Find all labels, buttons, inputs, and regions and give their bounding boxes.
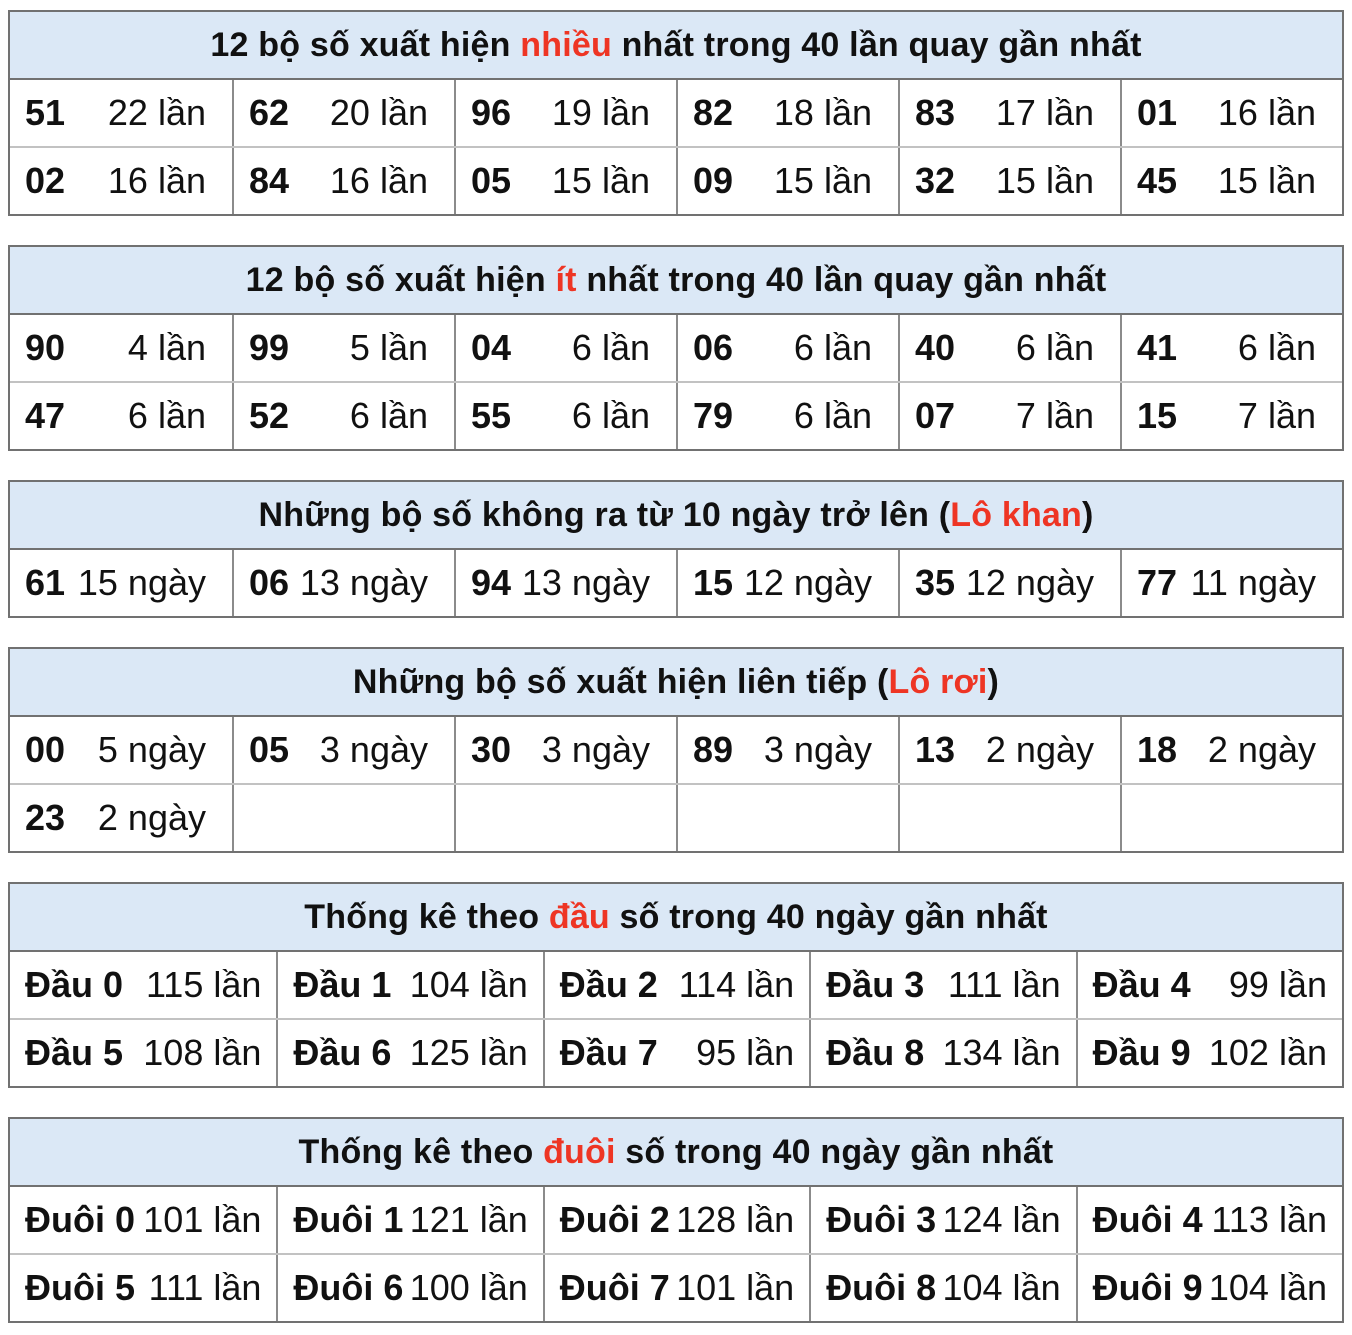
duoi-stats-title	[10, 1119, 1342, 1187]
stat-cell	[10, 383, 232, 449]
title-text: 12 bộ số xuất hiện	[245, 260, 556, 299]
pair-number: 15	[693, 562, 734, 603]
occurrence-count: 101 lần	[143, 1199, 262, 1240]
pair-number: Đầu 6	[293, 1032, 392, 1073]
occurrence-count: 6 lần	[793, 395, 872, 436]
lo-roi-table	[8, 647, 1344, 853]
stat-cell	[1120, 80, 1342, 146]
pair-number: 18	[1137, 729, 1178, 770]
table-row	[10, 80, 1342, 146]
stat-cell	[1120, 785, 1342, 851]
pair-number: Đuôi 6	[293, 1267, 404, 1308]
duoi-stats-table	[8, 1117, 1344, 1323]
title-text: số trong 40 ngày gần nhất	[609, 897, 1048, 936]
pair-number: Đầu 3	[826, 964, 925, 1005]
occurrence-count: 15 lần	[551, 160, 650, 201]
stat-cell	[543, 952, 809, 1018]
least-frequent-title	[10, 247, 1342, 315]
occurrence-count: 6 lần	[1015, 327, 1094, 368]
occurrence-count: 15 lần	[1217, 160, 1316, 201]
occurrence-count: 15 lần	[773, 160, 872, 201]
stat-cell	[454, 785, 676, 851]
stat-cell	[676, 383, 898, 449]
occurrence-count: 15 ngày	[77, 562, 206, 603]
occurrence-count: 6 lần	[571, 327, 650, 368]
pair-number: Đuôi 1	[293, 1199, 404, 1240]
most-frequent-table	[8, 10, 1344, 216]
pair-number: 06	[249, 562, 290, 603]
pair-number: 02	[25, 160, 66, 201]
lottery-statistics-page	[8, 10, 1344, 1323]
occurrence-count: 13 ngày	[521, 562, 650, 603]
pair-number: 40	[915, 327, 956, 368]
occurrence-count: 18 lần	[773, 92, 872, 133]
stat-cell	[10, 550, 232, 616]
table-row	[10, 550, 1342, 616]
stat-cell	[1120, 383, 1342, 449]
stat-cell	[898, 148, 1120, 214]
stat-cell	[676, 717, 898, 783]
dau-stats-table	[8, 882, 1344, 1088]
stat-cell	[10, 717, 232, 783]
pair-number: Đầu 7	[559, 1032, 658, 1073]
stat-cell	[454, 80, 676, 146]
pair-number: Đuôi 9	[1092, 1267, 1203, 1308]
pair-number: Đầu 2	[559, 964, 658, 1005]
stat-cell	[10, 952, 276, 1018]
occurrence-count: 104 lần	[409, 964, 528, 1005]
stat-cell	[232, 717, 454, 783]
occurrence-count: 5 lần	[349, 327, 428, 368]
table-row	[10, 952, 1342, 1018]
stat-cell	[898, 785, 1120, 851]
occurrence-count: 22 lần	[107, 92, 206, 133]
dau-stats-title	[10, 884, 1342, 952]
pair-number: 06	[693, 327, 734, 368]
occurrence-count: 3 ngày	[541, 729, 650, 770]
occurrence-count: 6 lần	[793, 327, 872, 368]
table-row	[10, 315, 1342, 381]
stat-cell	[276, 1255, 542, 1321]
pair-number: 30	[471, 729, 512, 770]
pair-number: 05	[471, 160, 512, 201]
title-text: Những bộ số không ra từ 10 ngày trở lên (	[258, 495, 951, 534]
stat-cell	[276, 1020, 542, 1086]
lo-khan-table	[8, 480, 1344, 618]
occurrence-count: 16 lần	[1217, 92, 1316, 133]
title-highlight-text: đuôi	[543, 1132, 616, 1171]
occurrence-count: 2 ngày	[97, 797, 206, 838]
stat-cell	[454, 148, 676, 214]
occurrence-count: 17 lần	[995, 92, 1094, 133]
stat-cell	[543, 1255, 809, 1321]
occurrence-count: 95 lần	[696, 1032, 795, 1073]
occurrence-count: 6 lần	[127, 395, 206, 436]
title-text: số trong 40 ngày gần nhất	[615, 1132, 1054, 1171]
occurrence-count: 128 lần	[676, 1199, 795, 1240]
stat-cell	[898, 80, 1120, 146]
stat-cell	[232, 785, 454, 851]
occurrence-count: 102 lần	[1208, 1032, 1327, 1073]
pair-number: Đầu 1	[293, 964, 392, 1005]
stat-cell	[898, 717, 1120, 783]
pair-number: Đuôi 5	[25, 1267, 136, 1308]
occurrence-count: 7 lần	[1015, 395, 1094, 436]
table-row	[10, 146, 1342, 214]
stat-cell	[1120, 550, 1342, 616]
title-text: Những bộ số xuất hiện liên tiếp (	[352, 662, 889, 701]
pair-number: 51	[25, 92, 66, 133]
title-text: Thống kê theo	[304, 897, 549, 936]
occurrence-count: 108 lần	[143, 1032, 262, 1073]
table-row	[10, 1187, 1342, 1253]
stat-cell	[1076, 952, 1342, 1018]
stat-cell	[676, 785, 898, 851]
title-text: )	[987, 662, 1000, 701]
stat-cell	[809, 1020, 1075, 1086]
stat-cell	[454, 315, 676, 381]
pair-number: Đuôi 7	[559, 1267, 670, 1308]
occurrence-count: 11 ngày	[1190, 562, 1316, 603]
pair-number: 79	[693, 395, 734, 436]
occurrence-count: 2 ngày	[985, 729, 1094, 770]
stat-cell	[454, 717, 676, 783]
pair-number: 89	[693, 729, 734, 770]
table-row	[10, 1253, 1342, 1321]
occurrence-count: 104 lần	[1208, 1267, 1327, 1308]
occurrence-count: 113 lần	[1211, 1199, 1327, 1240]
title-highlight-text: đầu	[548, 897, 610, 936]
stat-cell	[232, 80, 454, 146]
occurrence-count: 100 lần	[409, 1267, 528, 1308]
occurrence-count: 20 lần	[329, 92, 428, 133]
pair-number: 90	[25, 327, 66, 368]
table-row	[10, 1018, 1342, 1086]
stat-cell	[543, 1020, 809, 1086]
occurrence-count: 16 lần	[107, 160, 206, 201]
occurrence-count: 12 ngày	[743, 562, 872, 603]
occurrence-count: 3 ngày	[763, 729, 872, 770]
pair-number: 35	[915, 562, 956, 603]
occurrence-count: 4 lần	[127, 327, 206, 368]
occurrence-count: 101 lần	[676, 1267, 795, 1308]
pair-number: 13	[915, 729, 956, 770]
pair-number: 15	[1137, 395, 1178, 436]
pair-number: 00	[25, 729, 66, 770]
stat-cell	[232, 383, 454, 449]
occurrence-count: 111 lần	[947, 964, 1061, 1005]
pair-number: Đầu 5	[25, 1032, 124, 1073]
title-text: Thống kê theo	[298, 1132, 544, 1171]
pair-number: 23	[25, 797, 66, 838]
stat-cell	[1120, 717, 1342, 783]
title-highlight-text: Lô khan	[950, 495, 1082, 534]
occurrence-count: 6 lần	[1237, 327, 1316, 368]
stat-cell	[1120, 315, 1342, 381]
occurrence-count: 134 lần	[942, 1032, 1061, 1073]
least-frequent-table	[8, 245, 1344, 451]
pair-number: 55	[471, 395, 512, 436]
table-row	[10, 783, 1342, 851]
lo-roi-title	[10, 649, 1342, 717]
stat-cell	[809, 952, 1075, 1018]
occurrence-count: 16 lần	[329, 160, 428, 201]
stat-cell	[276, 952, 542, 1018]
occurrence-count: 6 lần	[571, 395, 650, 436]
stat-cell	[1076, 1187, 1342, 1253]
stat-cell	[1076, 1020, 1342, 1086]
stat-cell	[1120, 148, 1342, 214]
stat-cell	[232, 148, 454, 214]
pair-number: Đầu 8	[826, 1032, 925, 1073]
stat-cell	[543, 1187, 809, 1253]
table-row	[10, 717, 1342, 783]
pair-number: 45	[1137, 160, 1178, 201]
lo-khan-title	[10, 482, 1342, 550]
title-text: nhất trong 40 lần quay gần nhất	[611, 25, 1142, 64]
pair-number: Đầu 9	[1092, 1032, 1191, 1073]
stat-cell	[454, 383, 676, 449]
occurrence-count: 7 lần	[1237, 395, 1316, 436]
occurrence-count: 121 lần	[409, 1199, 528, 1240]
stat-cell	[10, 315, 232, 381]
stat-cell	[232, 550, 454, 616]
title-text: )	[1082, 495, 1094, 534]
pair-number: Đuôi 8	[826, 1267, 937, 1308]
pair-number: Đuôi 4	[1092, 1199, 1203, 1240]
pair-number: 32	[915, 160, 956, 201]
occurrence-count: 114 lần	[678, 964, 795, 1005]
occurrence-count: 6 lần	[349, 395, 428, 436]
occurrence-count: 115 lần	[145, 964, 262, 1005]
occurrence-count: 19 lần	[551, 92, 650, 133]
pair-number: 83	[915, 92, 956, 133]
pair-number: 07	[915, 395, 956, 436]
stat-cell	[676, 148, 898, 214]
occurrence-count: 2 ngày	[1207, 729, 1316, 770]
occurrence-count: 104 lần	[942, 1267, 1061, 1308]
stat-cell	[809, 1187, 1075, 1253]
title-highlight-text: nhiều	[520, 25, 612, 64]
title-highlight-text: Lô rơi	[888, 662, 988, 701]
pair-number: 77	[1137, 562, 1178, 603]
stat-cell	[898, 550, 1120, 616]
pair-number: Đuôi 2	[559, 1199, 670, 1240]
pair-number: Đầu 4	[1092, 964, 1191, 1005]
title-text: 12 bộ số xuất hiện	[210, 25, 521, 64]
stat-cell	[10, 1187, 276, 1253]
pair-number: 41	[1137, 327, 1178, 368]
stat-cell	[676, 315, 898, 381]
stat-cell	[676, 80, 898, 146]
occurrence-count: 99 lần	[1228, 964, 1327, 1005]
stat-cell	[898, 383, 1120, 449]
pair-number: 84	[249, 160, 290, 201]
occurrence-count: 125 lần	[409, 1032, 528, 1073]
pair-number: 62	[249, 92, 290, 133]
stat-cell	[232, 315, 454, 381]
occurrence-count: 13 ngày	[299, 562, 428, 603]
stat-cell	[676, 550, 898, 616]
most-frequent-title	[10, 12, 1342, 80]
stat-cell	[10, 148, 232, 214]
pair-number: Đầu 0	[25, 964, 124, 1005]
title-highlight-text: ít	[555, 260, 577, 299]
pair-number: 04	[471, 327, 512, 368]
pair-number: 47	[25, 395, 66, 436]
stat-cell	[898, 315, 1120, 381]
stat-cell	[10, 785, 232, 851]
stat-cell	[10, 1020, 276, 1086]
occurrence-count: 111 lần	[148, 1267, 262, 1308]
pair-number: 52	[249, 395, 290, 436]
pair-number: 01	[1137, 92, 1178, 133]
pair-number: Đuôi 3	[826, 1199, 937, 1240]
occurrence-count: 124 lần	[942, 1199, 1061, 1240]
pair-number: Đuôi 0	[25, 1199, 136, 1240]
pair-number: 96	[471, 92, 512, 133]
pair-number: 99	[249, 327, 290, 368]
occurrence-count: 12 ngày	[965, 562, 1094, 603]
stat-cell	[276, 1187, 542, 1253]
pair-number: 05	[249, 729, 290, 770]
stat-cell	[10, 80, 232, 146]
occurrence-count: 3 ngày	[319, 729, 428, 770]
stat-cell	[809, 1255, 1075, 1321]
title-text: nhất trong 40 lần quay gần nhất	[576, 260, 1107, 299]
stat-cell	[454, 550, 676, 616]
stat-cell	[1076, 1255, 1342, 1321]
pair-number: 09	[693, 160, 734, 201]
pair-number: 82	[693, 92, 734, 133]
table-row	[10, 381, 1342, 449]
pair-number: 94	[471, 562, 512, 603]
pair-number: 61	[25, 562, 66, 603]
stat-cell	[10, 1255, 276, 1321]
occurrence-count: 5 ngày	[97, 729, 206, 770]
occurrence-count: 15 lần	[995, 160, 1094, 201]
